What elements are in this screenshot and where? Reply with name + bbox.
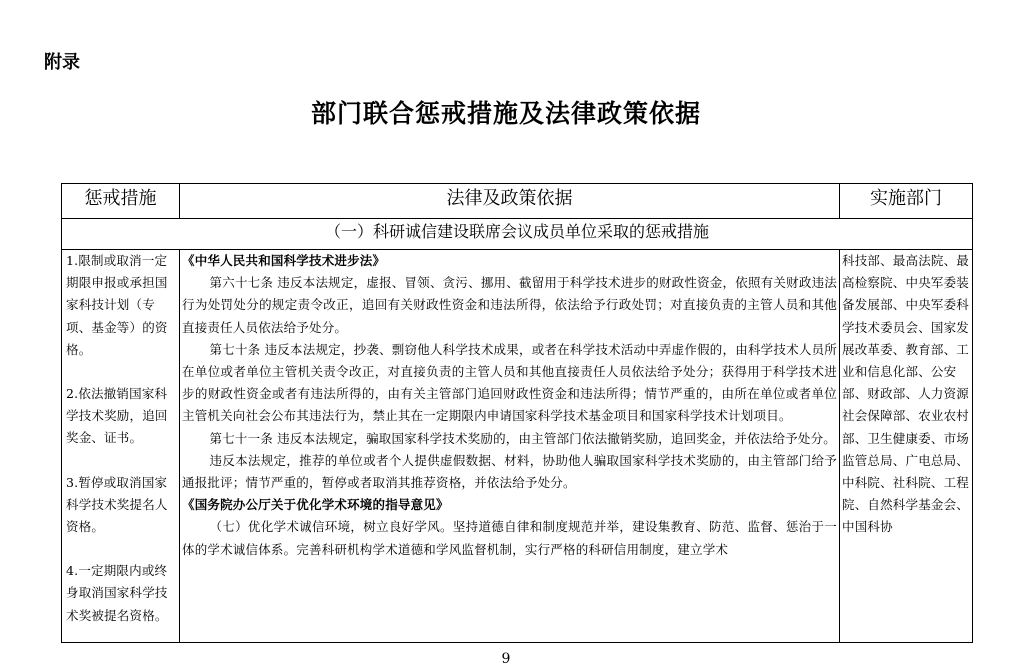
departments-text: 科技部、最高法院、最高检察院、中央军委装备发展部、中央军委科学技术委员会、国家发展改革委、教育部、工业和信息化部、公安部、财政部、人力资源社会保障部、农业农村部、卫生健康委、市场监管总局、广电总局、中科院、社科院、工程院、自然科学基金会、中国科协 — [842, 253, 970, 535]
law-article: （七）优化学术诚信环境，树立良好学风。坚持道德自律和制度规范并举，建设集教育、防范、监督、惩治于一体的学术诚信体系。完善科研机构学术道德和学风监督机制，实行严格的科研信用制度，建立学术 — [182, 519, 837, 557]
law-article: 违反本法规定，推荐的单位或者个人提供虚假数据、材料，协助他人骗取国家科学技术奖励的，由主管部门给予通报批评；情节严重的，暂停或者取消其推荐资格，并依法给予处分。 — [182, 452, 837, 491]
legal-basis-cell — [180, 250, 840, 643]
measure-item: 2.依法撤销国家科学技术奖励，追回奖金、证书。 — [66, 386, 168, 446]
page-number: 9 — [501, 651, 511, 667]
departments-cell — [840, 250, 973, 643]
table-row — [62, 250, 973, 643]
section-row — [62, 219, 973, 250]
law-article: 第七十一条 违反本法规定，骗取国家科学技术奖励的，由主管部门依法撤销奖励，追回奖金，并依法给予处分。 — [209, 430, 836, 446]
sanctions-table — [61, 183, 973, 643]
law-title: 《国务院办公厅关于优化学术环境的指导意见》 — [182, 497, 449, 513]
measure-item: 3.暂停或取消国家科学技术奖提名人资格。 — [66, 474, 168, 535]
measures-cell — [62, 250, 180, 643]
law-article: 第七十条 违反本法规定，抄袭、剽窃他人科学技术成果，或者在科学技术活动中弄虚作假的，由科学技术人员所在单位或者单位主管机关责令改正，对直接负责的主管人员和其他直接责任人员依法给予处分；获得用于科学技术进步的财政性资金或者有违法所得的，由有关主管部门追回财政性资金和违法所得；情节严重的，由所在单位或者单位主管机关向社会公布其违法行为，禁止其在一定期限内申请国家科学技术基金项目和国家科学技术计划项目。 — [182, 341, 837, 424]
document-title: 部门联合惩戒措施及法律政策依据 — [310, 99, 701, 128]
appendix-label: 附录 — [44, 52, 80, 73]
measure-item: 4.一定期限内或终身取消国家科学技术奖被提名资格。 — [66, 563, 168, 623]
header-legal-basis: 法律及政策依据 — [180, 184, 840, 219]
law-title: 《中华人民共和国科学技术进步法》 — [182, 253, 386, 268]
measure-item: 1.限制或取消一定期限申报或承担国家科技计划（专项、基金等）的资格。 — [66, 253, 168, 357]
header-departments: 实施部门 — [840, 184, 973, 219]
table-header-row — [62, 184, 973, 219]
header-measures: 惩戒措施 — [62, 184, 180, 219]
law-article: 第六十七条 违反本法规定，虚报、冒领、贪污、挪用、截留用于科学技术进步的财政性资金，依照有关财政违法行为处罚处分的规定责令改正，追回有关财政性资金和违法所得，依法给予行政处罚；对直接负责的主管人员和其他直接责任人员依法给予处分。 — [182, 275, 837, 335]
section-title: （一）科研诚信建设联席会议成员单位采取的惩戒措施 — [62, 219, 973, 250]
